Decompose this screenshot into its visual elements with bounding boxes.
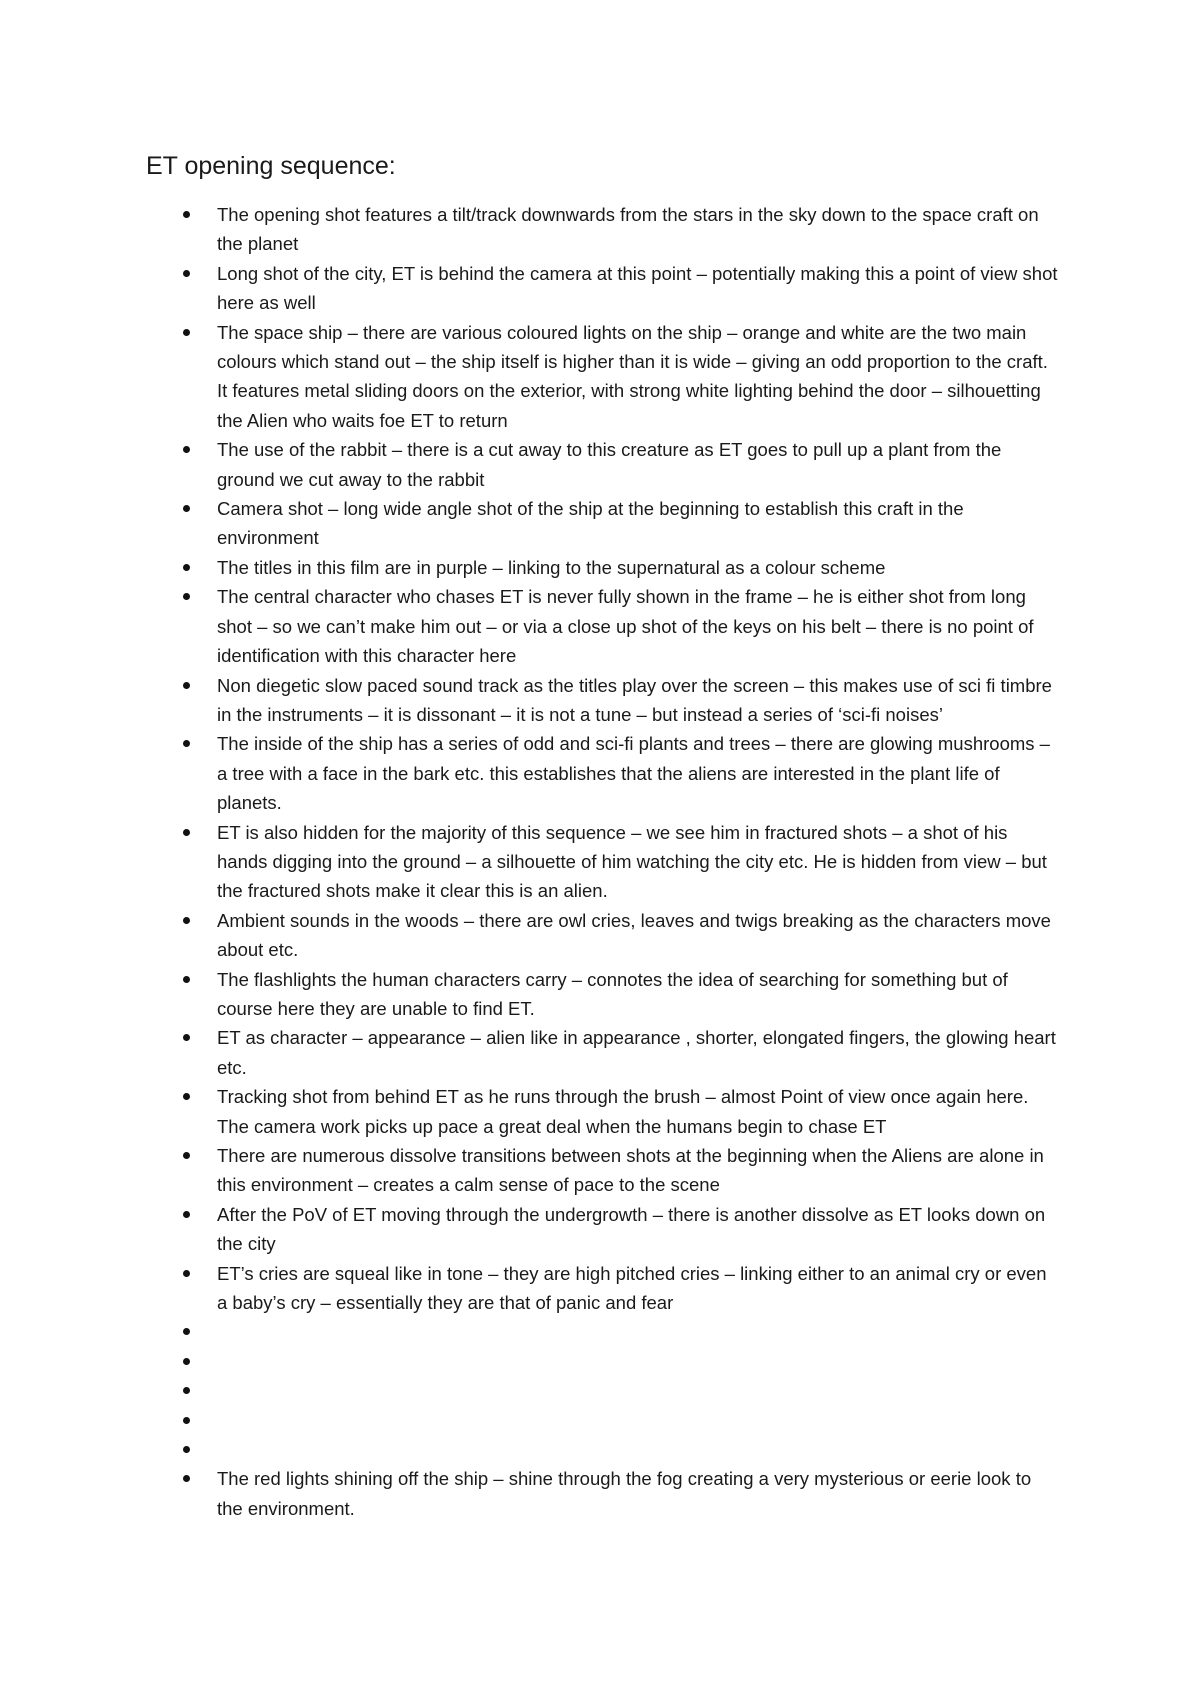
bullet-list bbox=[0, 200, 1200, 1523]
bullet-item bbox=[0, 1023, 1060, 1082]
bullet-item bbox=[0, 1435, 1060, 1464]
document-title: ET opening sequence: bbox=[146, 152, 396, 180]
bullet-icon bbox=[183, 1417, 190, 1424]
bullet-icon bbox=[183, 976, 190, 983]
bullet-icon bbox=[183, 446, 190, 453]
bullet-text: After the PoV of ET moving through the undergrowth – there is another dissolve as ET looks down on the city bbox=[217, 1203, 1046, 1255]
bullet-item bbox=[0, 965, 1060, 1024]
bullet-item bbox=[0, 1347, 1060, 1376]
bullet-item bbox=[0, 906, 1060, 965]
bullet-icon bbox=[183, 1387, 190, 1394]
bullet-text: ET as character – appearance – alien like in appearance , shorter, elongated fingers, the glowing heart etc. bbox=[217, 1027, 1056, 1078]
bullet-text: The opening shot features a tilt/track downwards from the stars in the sky down to the space craft on the planet bbox=[217, 204, 1039, 255]
bullet-icon bbox=[183, 1152, 190, 1159]
bullet-item bbox=[0, 259, 1060, 318]
bullet-item bbox=[0, 200, 1060, 259]
bullet-item bbox=[0, 818, 1060, 906]
bullet-item bbox=[0, 1317, 1060, 1346]
bullet-item bbox=[0, 1200, 1060, 1259]
bullet-icon bbox=[183, 1475, 190, 1482]
bullet-icon bbox=[183, 564, 190, 571]
bullet-item bbox=[0, 729, 1060, 817]
bullet-icon bbox=[183, 1093, 190, 1100]
bullet-text: The titles in this film are in purple – linking to the supernatural as a colour scheme bbox=[217, 556, 886, 578]
bullet-item bbox=[0, 1464, 1060, 1523]
bullet-icon bbox=[183, 740, 190, 747]
bullet-text: The space ship – there are various coloured lights on the ship – orange and white are the two main colours which stand out – the ship itself is higher than it is wide – giving an odd proportion to the craft. It features metal sliding doors on the exterior, with strong white lighting behind the door – silhouetting the Alien who waits foe ET to return bbox=[217, 321, 1048, 431]
bullet-icon bbox=[183, 1328, 190, 1335]
bullet-item bbox=[0, 553, 1060, 582]
bullet-text: The flashlights the human characters carry – connotes the idea of searching for something but of course here they are unable to find ET. bbox=[217, 968, 1008, 1019]
bullet-item bbox=[0, 1082, 1060, 1141]
bullet-icon bbox=[183, 270, 190, 277]
bullet-icon bbox=[183, 505, 190, 512]
bullet-icon bbox=[183, 329, 190, 336]
bullet-text: The inside of the ship has a series of odd and sci-fi plants and trees – there are glowing mushrooms – a tree with a face in the bark etc. this establishes that the aliens are interested in the plant life of planets. bbox=[217, 733, 1050, 814]
bullet-text: ET is also hidden for the majority of this sequence – we see him in fractured shots – a shot of his hands digging into the ground – a silhouette of him watching the city etc. He is hidden from view – but the fractured shots make it clear this is an alien. bbox=[217, 821, 1047, 902]
bullet-item bbox=[0, 1376, 1060, 1405]
bullet-icon bbox=[183, 682, 190, 689]
bullet-icon bbox=[183, 829, 190, 836]
bullet-item bbox=[0, 435, 1060, 494]
bullet-text: The use of the rabbit – there is a cut away to this creature as ET goes to pull up a plant from the ground we cut away to the rabbit bbox=[217, 439, 1002, 490]
bullet-text: The central character who chases ET is never fully shown in the frame – he is either shot from long shot – so we can’t make him out – or via a close up shot of the keys on his belt – there is no point of identification with this character here bbox=[217, 586, 1034, 667]
bullet-item bbox=[0, 671, 1060, 730]
bullet-icon bbox=[183, 1270, 190, 1277]
bullet-text: Non diegetic slow paced sound track as the titles play over the screen – this makes use of sci fi timbre in the instruments – it is dissonant – it is not a tune – but instead a series of ‘sci-fi noises’ bbox=[217, 674, 1052, 725]
bullet-item bbox=[0, 1406, 1060, 1435]
bullet-text: The red lights shining off the ship – shine through the fog creating a very mysterious or eerie look to the environment. bbox=[217, 1468, 1032, 1519]
bullet-text: Tracking shot from behind ET as he runs through the brush – almost Point of view once again here. The camera work picks up pace a great deal when the humans begin to chase ET bbox=[217, 1086, 1029, 1137]
bullet-icon bbox=[183, 917, 190, 924]
bullet-icon bbox=[183, 1034, 190, 1041]
bullet-item bbox=[0, 1259, 1060, 1318]
bullet-icon bbox=[183, 1358, 190, 1365]
bullet-icon bbox=[183, 593, 190, 600]
bullet-item bbox=[0, 582, 1060, 670]
bullet-text: ET’s cries are squeal like in tone – they are high pitched cries – linking either to an animal cry or even a baby’s cry – essentially they are that of panic and fear bbox=[217, 1262, 1047, 1314]
bullet-text: Long shot of the city, ET is behind the camera at this point – potentially making this a point of view shot here as well bbox=[217, 262, 1058, 314]
bullet-item bbox=[0, 494, 1060, 553]
bullet-item bbox=[0, 318, 1060, 436]
bullet-icon bbox=[183, 211, 190, 218]
bullet-text: Ambient sounds in the woods – there are owl cries, leaves and twigs breaking as the characters move about etc. bbox=[217, 909, 1051, 961]
bullet-icon bbox=[183, 1211, 190, 1218]
bullet-item bbox=[0, 1141, 1060, 1200]
bullet-icon bbox=[183, 1446, 190, 1453]
bullet-text: Camera shot – long wide angle shot of the ship at the beginning to establish this craft in the environment bbox=[217, 498, 964, 549]
bullet-text: There are numerous dissolve transitions between shots at the beginning when the Aliens are alone in this environment – creates a calm sense of pace to the scene bbox=[217, 1145, 1044, 1196]
